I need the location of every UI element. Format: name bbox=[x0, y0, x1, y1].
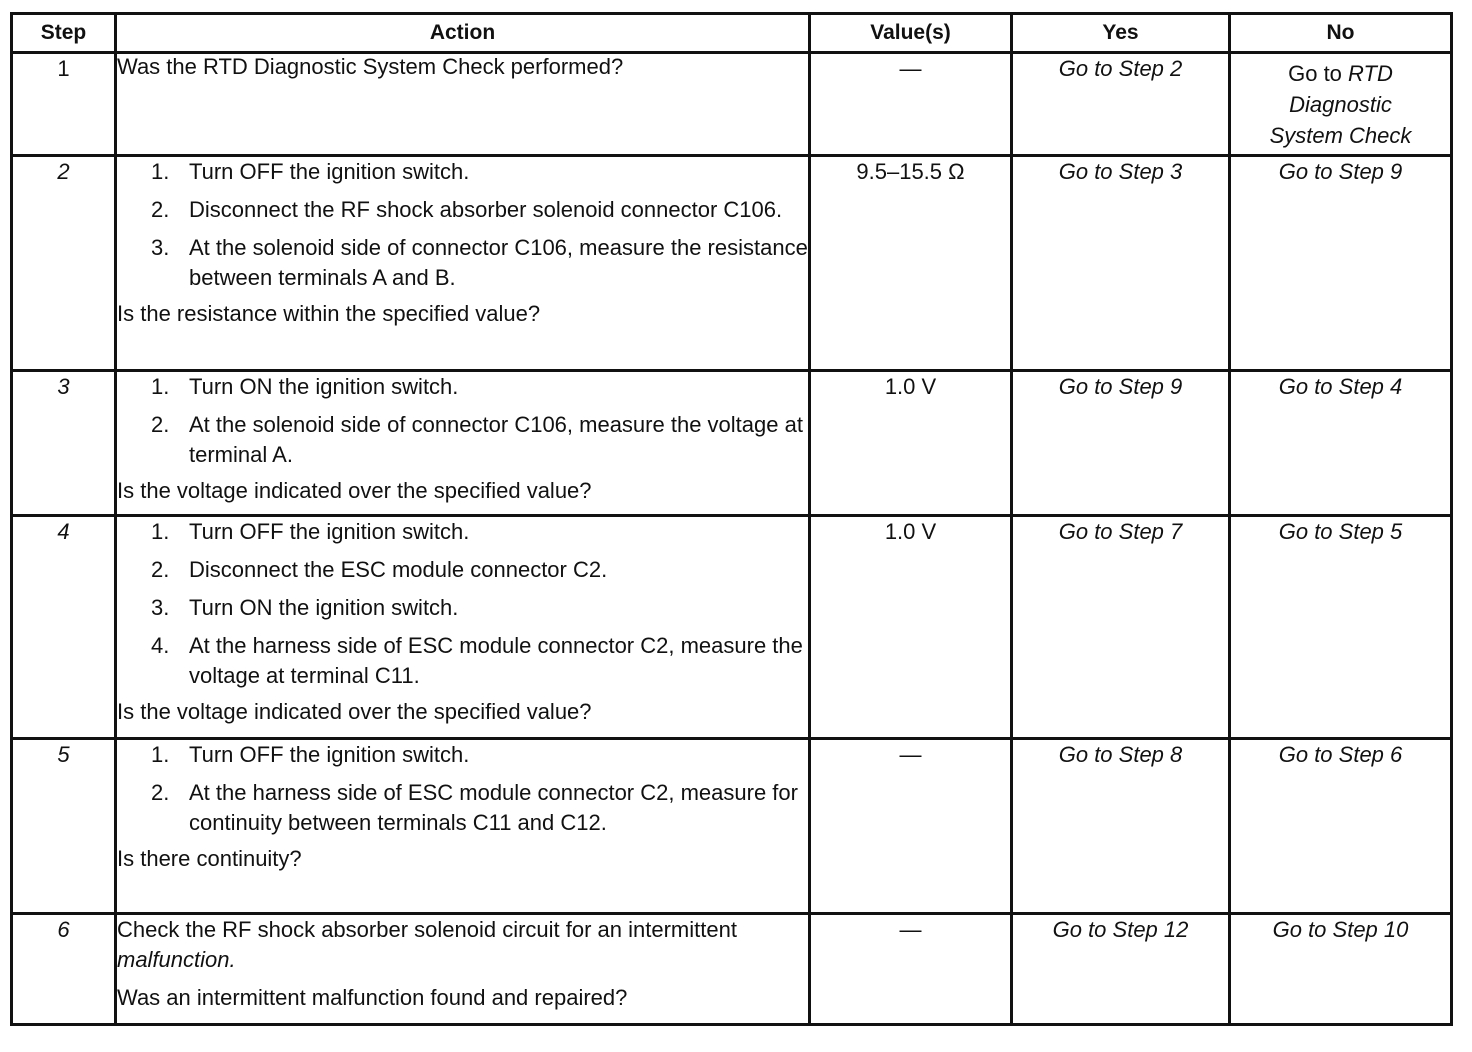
no-cell: Go to Step 10 bbox=[1230, 914, 1452, 1025]
step-number: 5 bbox=[12, 739, 116, 914]
table-row bbox=[12, 156, 1452, 371]
action-cell bbox=[116, 53, 810, 156]
yes-cell: Go to Step 7 bbox=[1012, 516, 1230, 739]
value-cell: — bbox=[810, 53, 1012, 156]
action-step: 1. Turn ON the ignition switch. bbox=[151, 374, 459, 399]
action-step: 1. Turn OFF the ignition switch. bbox=[151, 519, 470, 544]
value-cell: 9.5–15.5 Ω bbox=[810, 156, 1012, 371]
header-values: Value(s) bbox=[810, 14, 1012, 53]
no-cell: Go to Step 6 bbox=[1230, 739, 1452, 914]
value-cell: — bbox=[810, 739, 1012, 914]
action-step: 3. At the solenoid side of connector C106, measure the resistance between terminals A and B. bbox=[151, 235, 808, 290]
action-step: 2. At the harness side of ESC module connector C2, measure for continuity between terminals C11 and C12. bbox=[151, 780, 798, 835]
table-row bbox=[12, 739, 1452, 914]
action-step: 2. At the solenoid side of connector C106, measure the voltage at terminal A. bbox=[151, 412, 803, 467]
action-question: Is the resistance within the specified value? bbox=[117, 301, 541, 326]
action-cell bbox=[116, 739, 810, 914]
value-cell: — bbox=[810, 914, 1012, 1025]
action-question: Was the RTD Diagnostic System Check performed? bbox=[117, 54, 624, 79]
table-row bbox=[12, 516, 1452, 739]
table-row bbox=[12, 371, 1452, 516]
action-steps bbox=[117, 517, 808, 691]
action-question: Is the voltage indicated over the specified value? bbox=[117, 478, 592, 503]
no-line: System Check bbox=[1269, 123, 1412, 148]
action-question: Is the voltage indicated over the specified value? bbox=[117, 699, 592, 724]
step-number: 6 bbox=[12, 914, 116, 1025]
step-number: 4 bbox=[12, 516, 116, 739]
value-cell: 1.0 V bbox=[810, 516, 1012, 739]
action-cell bbox=[116, 156, 810, 371]
no-line: Diagnostic bbox=[1289, 92, 1392, 117]
header-no: No bbox=[1230, 14, 1452, 53]
action-step: 3. Turn ON the ignition switch. bbox=[151, 595, 459, 620]
no-line: RTD bbox=[1348, 61, 1393, 86]
step-number: 1 bbox=[12, 53, 116, 156]
no-cell: Go to Step 5 bbox=[1230, 516, 1452, 739]
header-row bbox=[12, 14, 1452, 53]
no-cell: Go to Step 4 bbox=[1230, 371, 1452, 516]
action-cell bbox=[116, 516, 810, 739]
action-question: Was an intermittent malfunction found and repaired? bbox=[117, 985, 628, 1010]
yes-cell: Go to Step 2 bbox=[1012, 53, 1230, 156]
action-cell bbox=[116, 371, 810, 516]
no-prefix: Go to bbox=[1288, 61, 1342, 86]
step-number: 3 bbox=[12, 371, 116, 516]
action-cell bbox=[116, 914, 810, 1025]
yes-cell: Go to Step 8 bbox=[1012, 739, 1230, 914]
action-step: 1. Turn OFF the ignition switch. bbox=[151, 742, 470, 767]
yes-cell: Go to Step 12 bbox=[1012, 914, 1230, 1025]
header-yes: Yes bbox=[1012, 14, 1230, 53]
no-cell bbox=[1230, 53, 1452, 156]
no-cell: Go to Step 9 bbox=[1230, 156, 1452, 371]
action-steps bbox=[117, 157, 808, 293]
action-step: 4. At the harness side of ESC module connector C2, measure the voltage at terminal C11. bbox=[151, 633, 803, 688]
step-number: 2 bbox=[12, 156, 116, 371]
action-step: 1. Turn OFF the ignition switch. bbox=[151, 159, 470, 184]
table-row bbox=[12, 914, 1452, 1025]
action-text: Check the RF shock absorber solenoid circuit for an intermittent malfunction. bbox=[117, 917, 737, 972]
action-question: Is there continuity? bbox=[117, 846, 302, 871]
action-steps bbox=[117, 372, 808, 470]
action-step: 2. Disconnect the RF shock absorber solenoid connector C106. bbox=[151, 197, 783, 222]
header-action: Action bbox=[116, 14, 810, 53]
value-cell: 1.0 V bbox=[810, 371, 1012, 516]
yes-cell: Go to Step 9 bbox=[1012, 371, 1230, 516]
action-step: 2. Disconnect the ESC module connector C2. bbox=[151, 557, 608, 582]
action-steps bbox=[117, 740, 808, 838]
yes-cell: Go to Step 3 bbox=[1012, 156, 1230, 371]
diagnostic-table bbox=[10, 12, 1453, 1026]
header-step: Step bbox=[12, 14, 116, 53]
table-row bbox=[12, 53, 1452, 156]
